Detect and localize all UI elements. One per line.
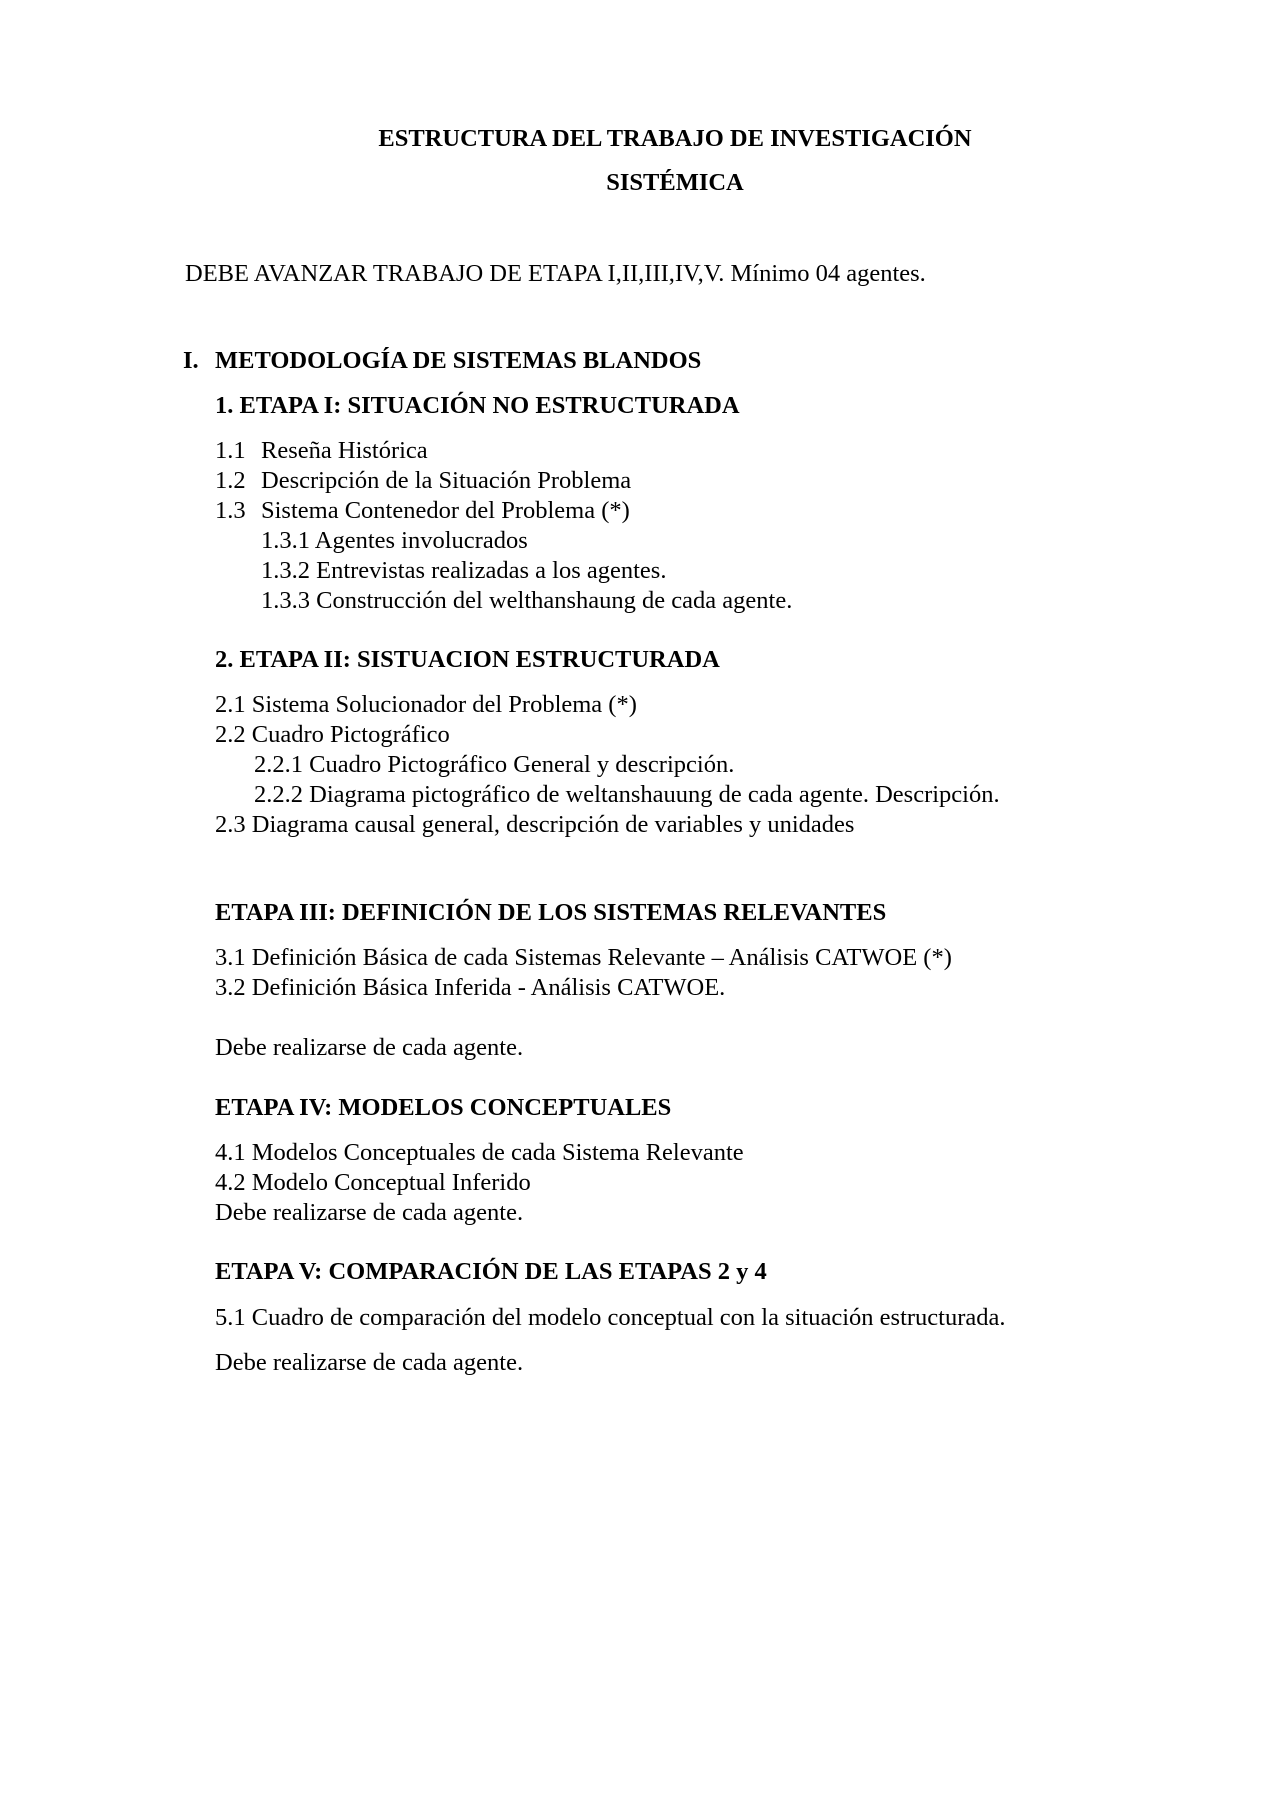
etapa4-note: Debe realizarse de cada agente.: [215, 1199, 524, 1226]
etapa4-heading: ETAPA IV: MODELOS CONCEPTUALES: [215, 1094, 672, 1121]
etapa1-subitem: 1.3.3 Construcción del welthanshaung de cada agente.: [261, 587, 793, 614]
etapa1-item: [215, 496, 630, 526]
etapa1-heading: 1. ETAPA I: SITUACIÓN NO ESTRUCTURADA: [215, 392, 740, 419]
section-i-title: METODOLOGÍA DE SISTEMAS BLANDOS: [215, 347, 702, 374]
etapa4-item: 4.1 Modelos Conceptuales de cada Sistema Relevante: [215, 1139, 744, 1166]
etapa5-note: Debe realizarse de cada agente.: [215, 1349, 524, 1376]
etapa1-item-text: Descripción de la Situación Problema: [261, 467, 632, 494]
etapa4-item: 4.2 Modelo Conceptual Inferido: [215, 1169, 531, 1196]
etapa1-item-number: 1.3: [215, 497, 246, 524]
etapa2-item: 2.1 Sistema Solucionador del Problema (*): [215, 691, 637, 718]
etapa5-heading: ETAPA V: COMPARACIÓN DE LAS ETAPAS 2 y 4: [215, 1258, 767, 1285]
etapa5-item: 5.1 Cuadro de comparación del modelo conceptual con la situación estructurada.: [215, 1304, 1006, 1331]
section-i-heading: [183, 346, 701, 376]
etapa3-item: 3.2 Definición Básica Inferida - Análisis CATWOE.: [215, 974, 726, 1001]
etapa2-item: 2.3 Diagrama causal general, descripción de variables y unidades: [215, 811, 855, 838]
etapa3-note: Debe realizarse de cada agente.: [215, 1034, 524, 1061]
etapa1-subitem: 1.3.1 Agentes involucrados: [261, 527, 528, 554]
etapa1-item-text: Sistema Contenedor del Problema (*): [261, 497, 630, 524]
document-title-line1: ESTRUCTURA DEL TRABAJO DE INVESTIGACIÓN: [378, 125, 972, 152]
etapa3-heading: ETAPA III: DEFINICIÓN DE LOS SISTEMAS RELEVANTES: [215, 899, 887, 926]
etapa2-subitem: 2.2.1 Cuadro Pictográfico General y descripción.: [254, 751, 735, 778]
etapa2-heading: 2. ETAPA II: SISTUACION ESTRUCTURADA: [215, 646, 720, 673]
etapa1-item: [215, 436, 428, 466]
etapa1-item-number: 1.1: [215, 437, 246, 464]
etapa1-subitem: 1.3.2 Entrevistas realizadas a los agentes.: [261, 557, 667, 584]
etapa2-item: 2.2 Cuadro Pictográfico: [215, 721, 450, 748]
section-i-numeral: I.: [183, 347, 199, 374]
etapa2-subitem: 2.2.2 Diagrama pictográfico de weltanshauung de cada agente. Descripción.: [254, 781, 1000, 808]
instruction-text: DEBE AVANZAR TRABAJO DE ETAPA I,II,III,IV,V. Mínimo 04 agentes.: [185, 260, 926, 287]
etapa1-item-number: 1.2: [215, 467, 246, 494]
etapa3-item: 3.1 Definición Básica de cada Sistemas Relevante – Análisis CATWOE (*): [215, 944, 952, 971]
etapa1-item: [215, 466, 631, 496]
document-title-line2: SISTÉMICA: [606, 169, 744, 196]
etapa1-item-text: Reseña Histórica: [261, 437, 428, 464]
